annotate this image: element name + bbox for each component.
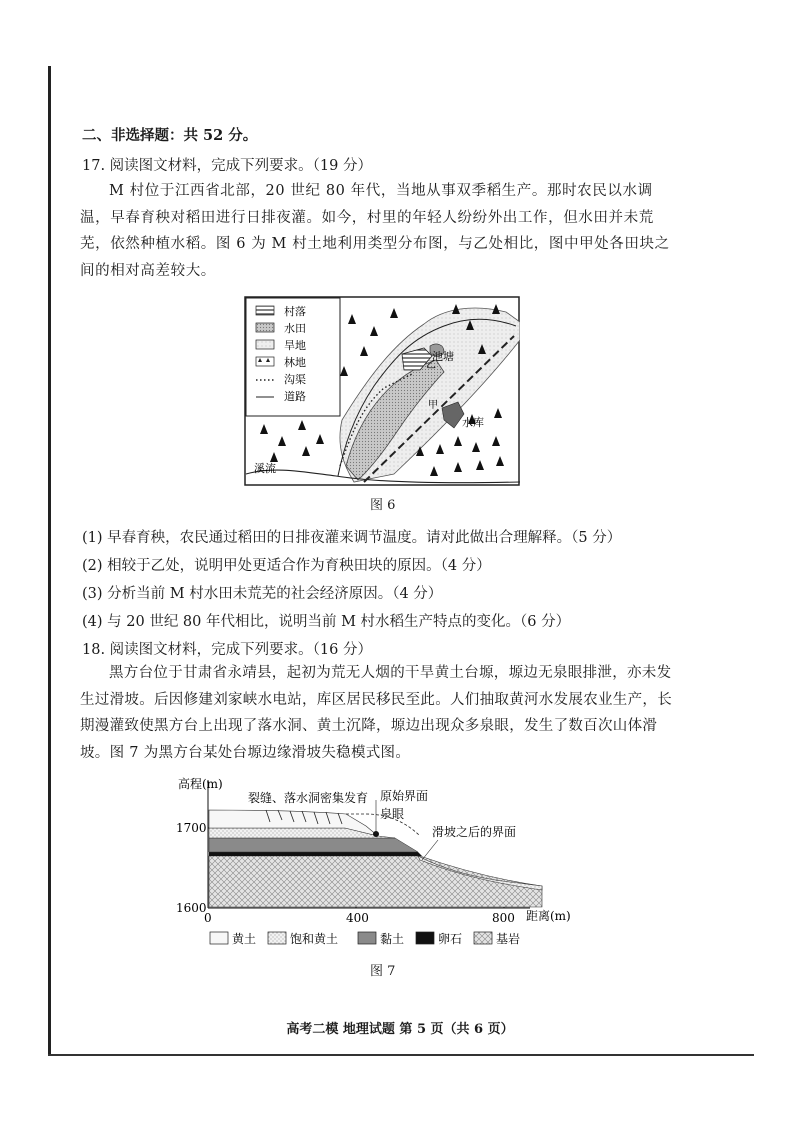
legend-forest: 林地 xyxy=(284,356,306,369)
q17-question-4: (4) 与 20 世纪 80 年代相比，说明当前 M 村水稻生产特点的变化。（6 分） xyxy=(82,614,571,630)
legend-clay: 黏土 xyxy=(380,932,405,946)
q17-question-2: (2) 相较于乙处，说明甲处更适合作为育秧田块的原因。（4 分） xyxy=(82,558,491,574)
clay-layer xyxy=(209,838,418,852)
q17-passage: M 村位于江西省北部，20 世纪 80 年代，当地从事双季稻生产。那时农民以水调温，早春育秧对稻田进行日排夜灌。如今，村里的年轻人纷纷外出工作，但水田并未荒芜，依然种植水稻。图 6 为 M 村土地利用类型分布图，与乙处相比，图中甲处各田块之间的相对高差较大。 xyxy=(80,183,670,279)
q18-passage: 黑方台位于甘肃省永靖县，起初为荒无人烟的干旱黄土台塬，塬边无泉眼排泄，亦未发生过滑坡。后因修建刘家峡水电站，库区居民移民至此。人们抽取黄河水发展农业生产，长期漫灌致使黑方台上出现了落水洞、黄土沉降，塬边出现众多泉眼，发生了数百次山体滑坡。图 7 为黑方台某处台塬边缘滑坡失稳模式图。 xyxy=(80,665,672,761)
legend-village: 村落 xyxy=(284,305,306,318)
legend-pebble: 卵石 xyxy=(438,932,463,946)
q18-title: 18. 阅读图文材料，完成下列要求。（16 分） xyxy=(82,642,372,658)
q17-question-3: (3) 分析当前 M 村水田未荒芜的社会经济原因。（4 分） xyxy=(82,586,443,602)
legend-canal: 沟渠 xyxy=(284,373,306,386)
figure-6-map xyxy=(244,296,520,486)
section-header: 二、非选择题：共 52 分。 xyxy=(82,127,258,144)
label-cracks: 裂缝、落水洞密集发育 xyxy=(248,791,369,805)
legend-dryland: 旱地 xyxy=(284,339,306,352)
label-stream: 溪流 xyxy=(254,462,276,475)
label-jia: 甲 xyxy=(428,400,438,411)
q17-title: 17. 阅读图文材料，完成下列要求。（19 分） xyxy=(82,158,372,174)
label-spring: 泉眼 xyxy=(380,807,405,821)
label-original-surface: 原始界面 xyxy=(380,789,429,803)
legend-swatch-loess xyxy=(210,932,228,944)
page-left-edge xyxy=(48,66,51,1056)
label-pond: 池塘 xyxy=(432,350,454,363)
label-reservoir: 水库 xyxy=(462,416,484,429)
legend-swatch-saturated xyxy=(268,932,286,944)
legend-swatch-bedrock xyxy=(474,932,492,944)
q17-question-1: (1) 早春育秧，农民通过稻田的日排夜灌来调节温度。请对此做出合理解释。（5 分） xyxy=(82,530,622,546)
page-footer: 高考二模 地理试题 第 5 页（共 6 页） xyxy=(286,1022,514,1037)
forest-legend-icon xyxy=(256,357,274,366)
legend-swatch-pebble xyxy=(416,932,434,944)
label-yi: 乙 xyxy=(426,360,436,371)
y-tick-label-1600: 1600 xyxy=(176,901,207,915)
figure-7-caption: 图 7 xyxy=(370,964,396,979)
label-after-slide: 滑坡之后的界面 xyxy=(432,825,517,839)
legend-bedrock: 基岩 xyxy=(496,932,521,946)
legend-loess: 黄土 xyxy=(232,932,257,946)
figure-7-section xyxy=(170,774,600,954)
y-tick-label-1700: 1700 xyxy=(176,821,207,835)
figure-6-caption: 图 6 xyxy=(370,498,396,513)
x-tick-label-800: 800 xyxy=(492,911,515,925)
x-tick-label-400: 400 xyxy=(346,911,369,925)
pebble-layer xyxy=(209,852,422,856)
legend-paddy: 水田 xyxy=(284,322,306,335)
legend-swatch-clay xyxy=(358,932,376,944)
x-tick-label-0: 0 xyxy=(204,911,212,925)
legend-road: 道路 xyxy=(284,390,306,403)
x-axis-title: 距离(m) xyxy=(526,909,571,923)
legend-saturated-loess: 饱和黄土 xyxy=(290,932,339,946)
y-axis-title: 高程(m) xyxy=(178,777,223,791)
page-bottom-edge xyxy=(48,1054,754,1056)
